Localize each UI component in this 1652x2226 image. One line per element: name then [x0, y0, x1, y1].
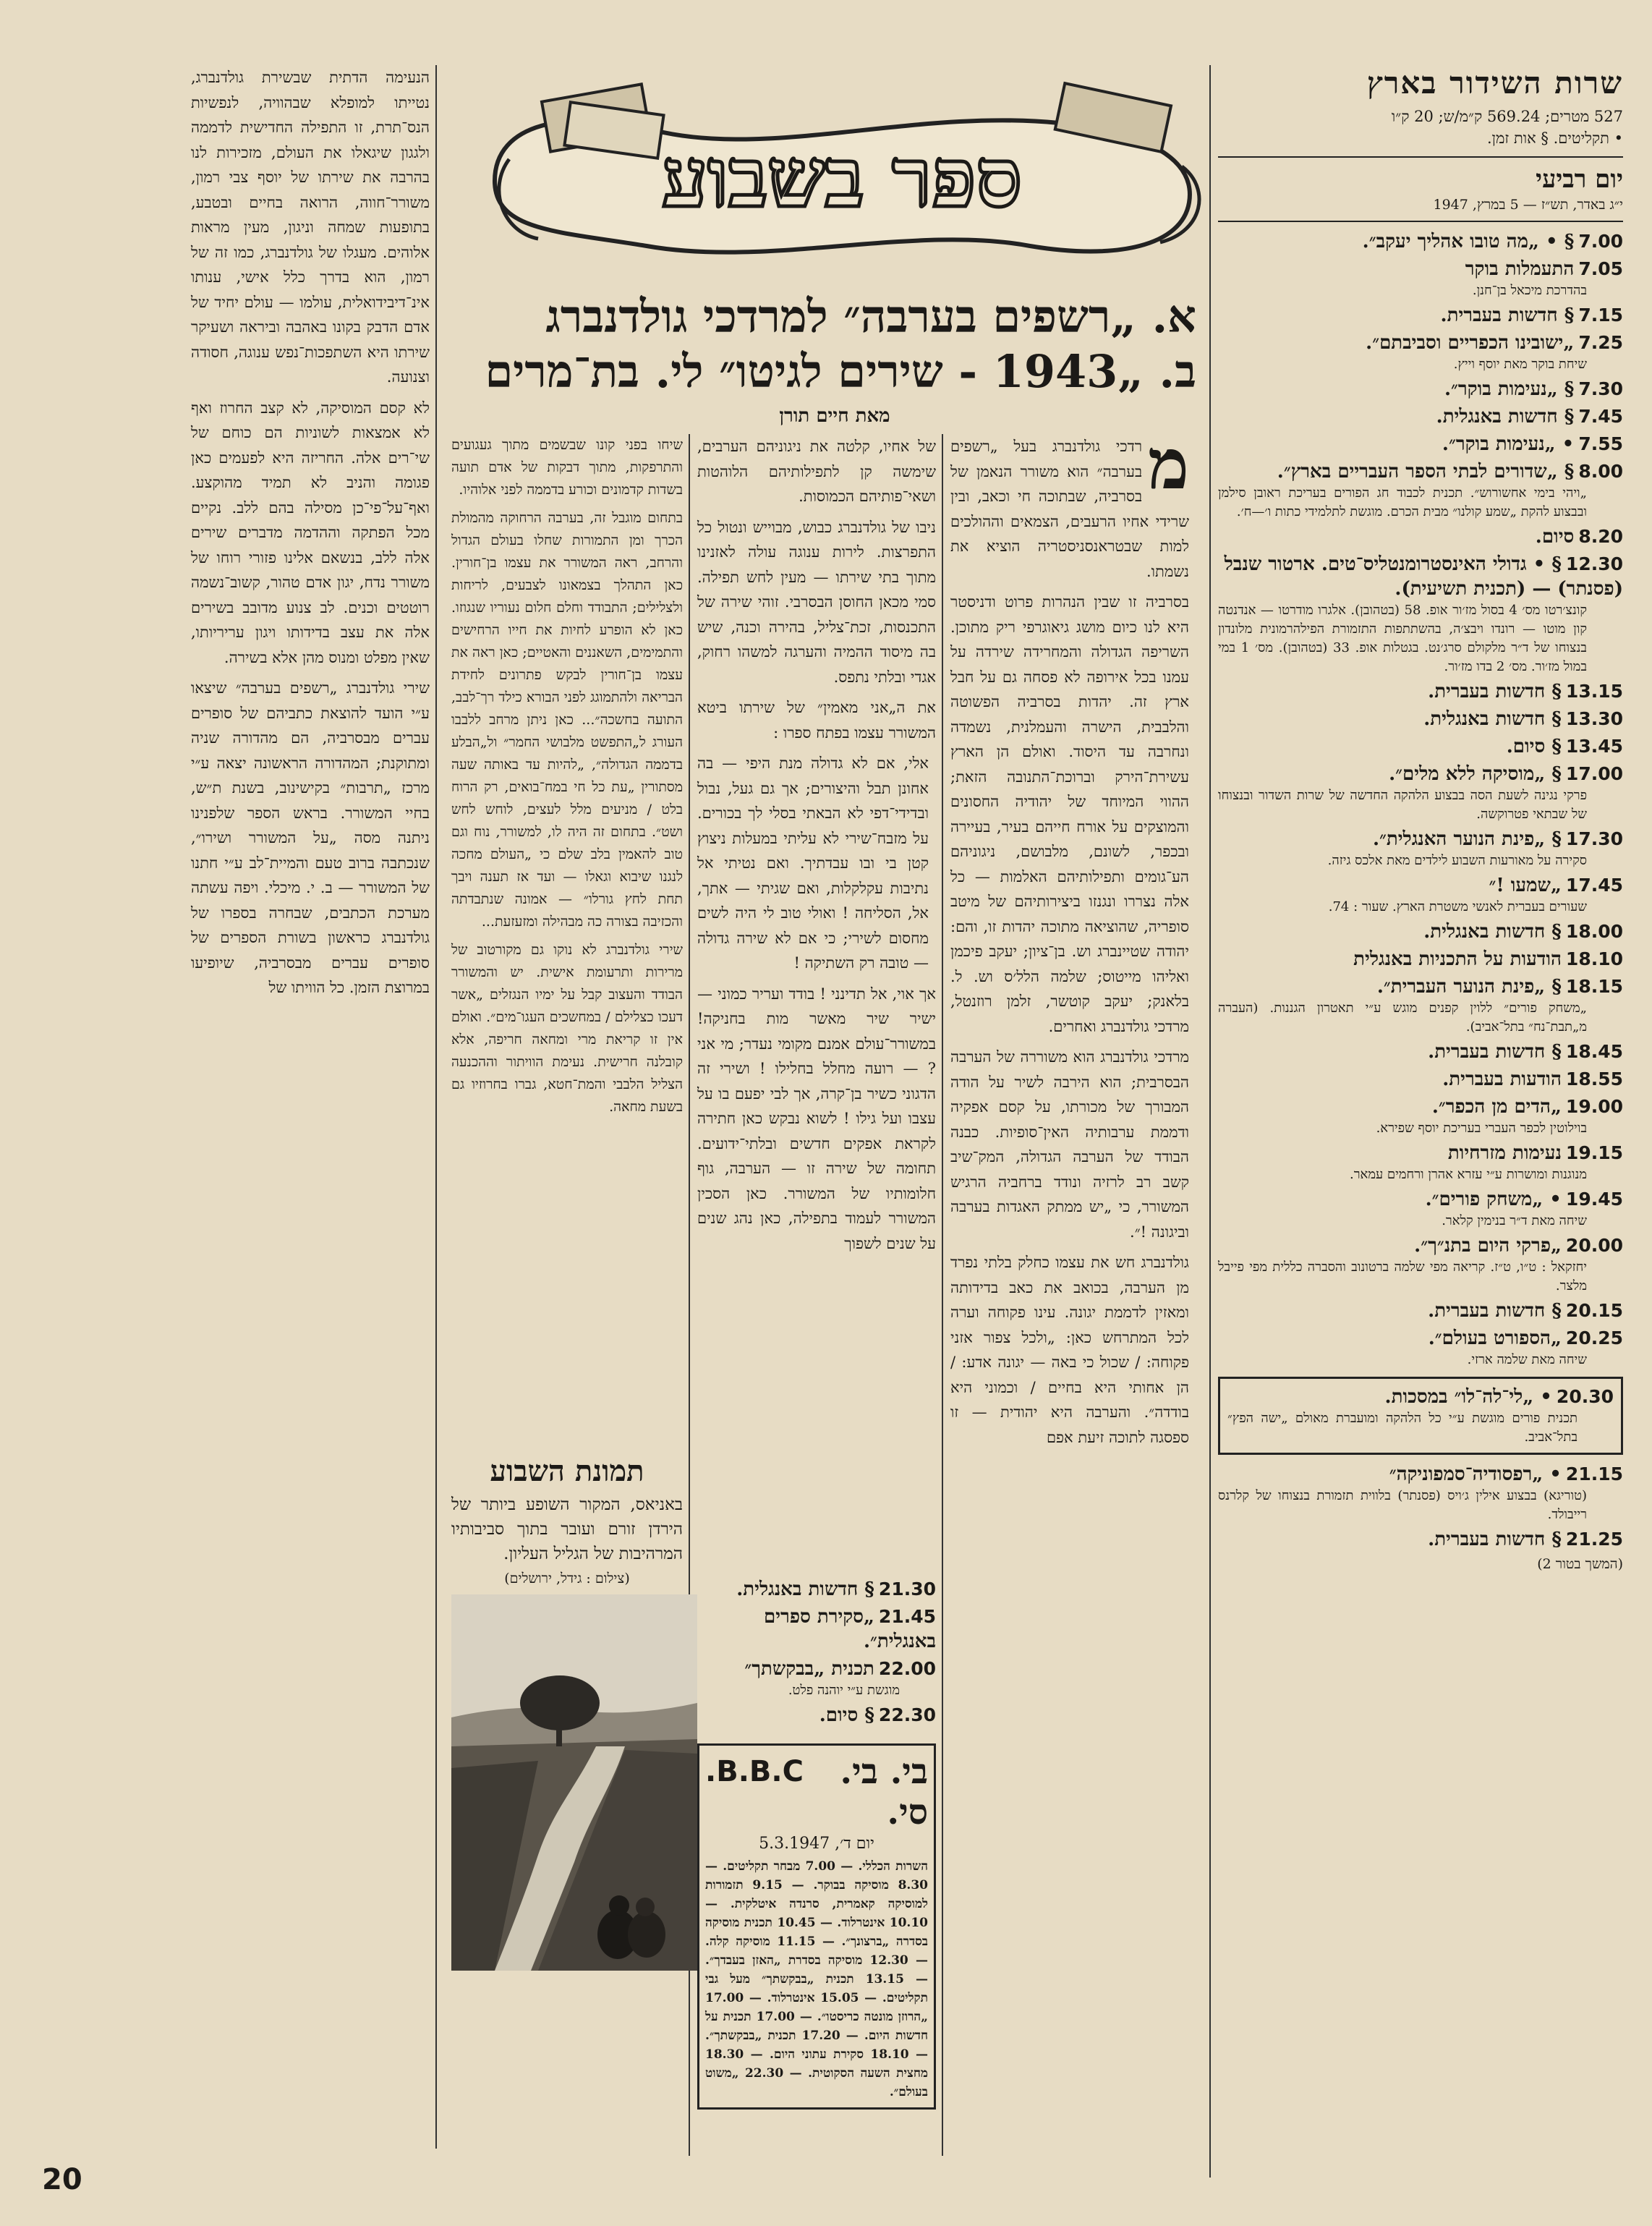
bbc-body: השרות הכללי. — 7.00 מבחר תקליטים. — 8.30 מוסיקה בבוקר. — 9.15 תזמורות למוסיקה קאמרית, סרנדה איטלקית. — 10.10 אינטרלוד. — 10.45 תכנית מוסיקה בסדרה „ברצונך״. — 11.15 מוסיקה קלה. — 12.30 מוסיקה בסדרת „האזן בעבדך״. — 13.15 תכנית „בבקשתך״ מעל גבי תקליטים. — 15.05 אינטרלוד. — 17.00 „הרוזן מונטה כריסטו״. — 17.00 תכנית על חדשות היום. — 17.20 תכנית „בבקשתך״. — 18.10 סקירת עתוני היום. — 18.30 מחצית השעה הסקוטית. — 22.30 „משוט בעולם״.: [705, 1859, 929, 2099]
paragraph: אך אוי, אל תדינני ! בודד ועריר כמוני — ישיר שיר מאשר מות בחניקה! במשורר־עולם אמנם מקומי נעדר; מי אני ? — רועה מחלל בחלילו ! ושירי זה הדגוני כשיר בן־קרה, אך לבי יפעם בו על עצבו ועל גילו ! לשוא נבקש כאן חתירה לקראת אפקים חדשים ובלתי־ידועים. תחומה של שירה זו — הערבה, גוף חלומותיו של המשורר. כאן הסכין המשורר לעמוד בתפילה, כאן נהג שנים על שנים לשפוך: [697, 985, 936, 1252]
article-column-4: [191, 65, 430, 1006]
program-item: [1218, 1299, 1623, 1323]
program-time: 7.45: [1578, 406, 1623, 427]
article-column-1: [950, 423, 1189, 1456]
schedule-list: [1218, 229, 1623, 1369]
broadcast-schedule: [1218, 65, 1623, 1573]
article-headline: [473, 289, 1196, 427]
headline-line-2: ב. „1943 - שירים לגיטו״ לי. בת־מרים: [485, 345, 1196, 398]
program-title: § • „מה טובו אהליך יעקב״.: [1362, 231, 1575, 252]
paragraph: הנעימה הדתית שבשירת גולדנברג, נטייתו למופלא שבהוויה, לנפשיות הנס־תרת, זו התפילה החדישית לדממה ולגגון שיגאלו את העולם, מזכירות לנו בהרבה את שירתו של יוסף צבי רמון, משורר־חווה, הרואה בחיים ובטבע, בתופעות שמחה וניגון, מעין מראות אלוהים. מעגלו של גולדנברג, כמו זה של רמון, הוא בדרך כלל אישי, ענותו אינ־דיבידואלית, עולמו — עולם יחיד של אדם הדבק בקונו באהבה וביראה ושעיקר שירתו היא השתפכות־נפש ענוגה, חסודה וצנועה.: [191, 69, 430, 386]
paragraph: את ה„אני מאמין״ של שירתו ביטא המשורר עצמו בפתח ספרו :: [697, 699, 936, 742]
program-time: 18.10: [1565, 948, 1623, 969]
program-time: 13.15: [1565, 681, 1623, 702]
program-time: 21.15: [1565, 1464, 1623, 1484]
program-time: 17.30: [1565, 828, 1623, 849]
program-title: § „מוסיקה ללא מלים״.: [1389, 763, 1562, 785]
paragraph: של אחיו, קלטה את ניגוניהם הערבים, שימשה קן לתפילותיהם הלוהטות ושאי־פותיהם הכמוסות.: [697, 438, 936, 505]
program-desc: פרקי נגינה לשעת הסה בבצוע הלהקה החדשה של שרות השדור ובנצוחו של שבתאי פטרוקשה.: [1218, 788, 1587, 822]
byline: מאת חיים תורן: [779, 405, 890, 427]
paragraph: לא קסם המוסיקה, לא קצב החרוז ואף לא אמצאות לשוניות הם כוחם של שי־רים אלה. החריזה היא לפעמים כאן פגומה והניב לא תמיד מהוקצע. ואף־על־פי־כן מסילה בהם ללב. נקיים מכל הפתקה וההדמה מדברים שירים אלה ללב, בנשאם אלינו פזורי רוחו של משורר נדח, יגון אדם טהור, קשוב־נשמה רוטטים וכנים. לב צנוע מדובב בשירים אלה את עצב בדידותו ויגון עריריותו, שאין מפלט ומנוס מהן אלא בשירה.: [191, 399, 430, 666]
program-title: הודעות על התכניות באנגלית: [1353, 948, 1562, 970]
program-time: 7.30: [1578, 378, 1623, 399]
program-item: [1218, 1462, 1623, 1524]
program-time: 17.45: [1565, 875, 1623, 896]
day-title: יום רביעי: [1536, 165, 1623, 194]
headline-line-1: א. „רשפים בערבה״ למרדכי גולדנברג: [545, 290, 1196, 343]
program-desc: „משחק פורים״ ללוין קפנים מוגש ע״י תאטרון הגננות. (העברה מ„תבת־נח״ בתל־אביב).: [1218, 1001, 1587, 1035]
river-landscape-image: [451, 1594, 697, 1971]
program-desc: שיחה מאת שלמה ארזי.: [1467, 1352, 1587, 1367]
paragraph: מרדכי גולדנברג הוא משוררה של הערבה הבסרבית; הוא הירבה לשיר על הודה המבורך של מכורתו, על קסם אפקיה ודממת ערבותיה האין־סופיות. כבנה הבודד של הערבה הגדולה, המק־שיב קשב רב לרזיה ונודד ברחביה הרגיש המשורר, כי „יש ממתק האגדות בערבה וביגונה !״.: [950, 1048, 1189, 1241]
program-time: 20.30: [1556, 1386, 1614, 1407]
program-desc: שעורים בעברית לאנשי משטרת הארץ. שעור : 74.: [1328, 899, 1587, 914]
scroll-banner-illustration: [466, 80, 1218, 282]
program-time: 22.30: [878, 1704, 936, 1725]
program-item: [1218, 229, 1623, 254]
column-rule: [435, 65, 437, 2149]
program-desc: בוילוטין לכפר העברי בעריכת יוסף שפירא.: [1376, 1121, 1587, 1136]
program-time: 21.45: [878, 1606, 936, 1627]
program-desc: בהדרכת מיכאל בן־חנן.: [1472, 283, 1587, 298]
program-time: 22.00: [878, 1658, 936, 1679]
bbc-title-hebrew: בי. בי. סי.: [840, 1751, 928, 1832]
program-time: 19.15: [1565, 1142, 1623, 1163]
program-title: „הספורט בעולם״.: [1428, 1327, 1562, 1349]
paragraph: גולדנברג חש את עצמו כחלק בלתי נפרד מן הערבה, בכואב את כאב בדידותה ומאזין לדממת יגונה. עינו פקוחה וערה לכל המתרחש כאן: „ולכל צפור אזני פקוחה: / שכול כי באה — יגונה אדע: / הן אחותי היא בחיים / וכמוני היא בודדה״. והערבה היא יהודית — זו ספסגה לתוכה זיעת אפם: [950, 1254, 1189, 1446]
program-title: • „לי־לה־לו״ במסכות.: [1384, 1386, 1552, 1408]
program-title: § „פינת הנוער העברית״.: [1376, 976, 1562, 998]
program-item: [1218, 432, 1623, 456]
program-item: [697, 1605, 936, 1654]
program-item: [1218, 1067, 1623, 1092]
program-title: § חדשות בעברית.: [1428, 1529, 1562, 1550]
photo-caption: באניאס, המקור השופע ביותר של הירדן זורם ועובר בתוך סביבותיו המרהיבות של הגליל העליון.: [451, 1495, 683, 1563]
program-item: [1218, 377, 1623, 402]
program-item: [1218, 1233, 1623, 1296]
bbc-title: [705, 1751, 928, 1832]
program-item: [1218, 1095, 1623, 1138]
program-item: [1218, 974, 1623, 1037]
program-title: § חדשות בעברית.: [1440, 305, 1575, 326]
program-title: § חדשות באנגלית.: [736, 1579, 874, 1600]
divider: [1218, 156, 1623, 158]
program-desc: מנוגנות ומושרות ע״י עזרא אהרן ורחמים עמאר.: [1349, 1167, 1587, 1182]
program-title: § חדשות בעברית.: [1428, 1300, 1562, 1322]
program-item: [1218, 303, 1623, 328]
program-title: § „פינת הנוער האנגלית״.: [1372, 828, 1562, 850]
program-title: § חדשות באנגלית.: [1436, 406, 1575, 428]
program-time: 8.00: [1578, 461, 1623, 482]
program-title: § „שדורים לבתי הספר העבריים בארץ״.: [1277, 461, 1575, 483]
program-time: 7.00: [1578, 231, 1623, 252]
program-item: [1218, 1040, 1623, 1064]
program-title: • „נעימות בוקר״.: [1442, 433, 1575, 455]
program-item: [1218, 459, 1623, 522]
paragraph: ניבו של גולדנברג כבוש, מבוייש ונטול כל התפרצות. לירות ענוגה עולה לאזנינו מתוך בתי שירתו — מעין לחש תפילה. סמי מכאן החוסן הבסרבי. זוהי שירה של התכנסות, זכת־צליל, בהירה וכנה, שיש בה מיסוד ההמיה והערגה למשהו רחוק, אגדי ובלתי נתפס.: [697, 518, 936, 686]
article-column-3: [451, 434, 683, 1124]
program-item: [1218, 331, 1623, 374]
program-desc: (טוריגא) בבצוע אילין ג׳ויס (פסנתר) בלווית תזמורת בנצוחו של קלרנס רייבולד.: [1218, 1488, 1587, 1522]
banner-text: ספר בשבוע: [662, 131, 1022, 226]
program-title: סיום.: [1535, 526, 1575, 548]
program-time: 7.25: [1578, 332, 1623, 353]
program-title: „פרקי היום בתנ״ך״.: [1414, 1235, 1562, 1257]
program-item: [1218, 552, 1623, 676]
program-item: [1218, 947, 1623, 972]
drop-cap: מ: [1148, 423, 1189, 505]
program-desc: קונצ׳רטו מס׳ 4 בסול מז׳ור אופ. 58 (בטהובן). אלגרו מודרטו — אנדנטה קון מוטו — רונדו ויבצ׳ה, בהשתתפות התזמורת הפילהרמונית מלונדון בנצוחו של ד״ר מלקולם סרג׳נט. בגטלות אופ. 33 (בטהובן). מס׳ 1 במי במול מז׳ור. מס׳ 2 בדו מז׳ור.: [1218, 603, 1587, 674]
column-rule: [942, 434, 943, 2156]
program-title: • „משחק פורים״.: [1425, 1189, 1562, 1210]
program-desc: שיחה מאת ד״ר בנימין קלאר.: [1442, 1213, 1587, 1228]
program-item: [1218, 404, 1623, 429]
program-title: § • גדולי האינסטרומנטליס־טים. ארטור שנבל (פסנתר) — (תכנית תשיעית).: [1224, 553, 1623, 600]
program-title: § סיום.: [819, 1704, 874, 1726]
continued-note: (המשך בטור 2): [1537, 1556, 1623, 1572]
poem: אלי, אם לא גדולה מנת היפי — בה אחונן תבל והיצורים; אך גם געל, נבול ובדידי־דפי לא הבאתי בסלי לך בכורים. על מזבח־שירי לא עליתי במעלות ניצוץ קטן בי ובו עבדתיך. ואם נטיתי אל נתיבות עקלקלות, ואם שגיתי — אתך, אל, הסליחה ! ואולי טוב לי היה לשים מחסום לשירי; כי אם לא שירה גדולה — טובה רק השתיקה !: [697, 755, 929, 972]
program-desc: שיחת בוקר מאת יוסף וייץ.: [1453, 357, 1587, 372]
program-item: [1218, 762, 1623, 824]
program-time: 18.00: [1565, 921, 1623, 942]
divider: [1218, 221, 1623, 222]
evening-schedule: [697, 1577, 936, 1730]
program-time: 20.25: [1565, 1327, 1623, 1348]
article-column-2: [697, 434, 936, 1262]
program-title: § חדשות בעברית.: [1428, 681, 1562, 702]
program-title: § חדשות באנגלית.: [1423, 708, 1562, 730]
program-time: 18.15: [1565, 976, 1623, 997]
photo-title: תמונת השבוע: [490, 1454, 644, 1488]
boxed-program: [1218, 1377, 1623, 1455]
program-time: 13.45: [1565, 736, 1623, 757]
program-title: תכנית „בבקשתך״: [744, 1658, 874, 1680]
program-desc: יחזקאל : ט״ו, ט״ז. קריאה מפי שלמה ברטונוב והסברה כללית מפי פייבל מלצר.: [1218, 1259, 1587, 1293]
paragraph: רדכי גולדנברג בעל „רשפים בערבה״ הוא משורר הנאמן של בסרביה, שבתוכה חי וכאב, ובין שרידי אחיו הרעבים, הצמאים וההולכים למות שבטראנסניסטריה הוציא את נשמתו.: [950, 438, 1189, 580]
program-item: [1218, 827, 1623, 870]
program-item: [1218, 524, 1623, 549]
program-time: 20.15: [1565, 1300, 1623, 1321]
program-desc: „ויהי בימי אחשורוש״. תכנית לכבוד חג הפורים בעריכת ראובן סילמן ובבצוע להקת „שמע קולנו״ מבית הכרם. מוגשת לתלמידי כתות ו׳—ח׳.: [1218, 485, 1587, 519]
program-item: [1218, 734, 1623, 759]
photo-of-week: [451, 1454, 683, 1971]
program-item: [1218, 707, 1623, 731]
paragraph: בתחום מוגבל זה, בערבה הרחוקה מהמולת הכרך ומן התמורות שחלו בעולם הגדול והרחב, ראה המשורר את עצמו בן־חורין. כאן התהלך בצמאונו לצבעים, לריחות ולצלילים; התבודד וחלם חלום נעוריו שנגוזו. כאן לא הופרע לחיות את חייו הרחישים והתמימים, השאננים והאטיים; כאן ראה את עצמו בן־חורין לבקש פתרונים לחידת הבריאה ולהתמוגג לפני הבורא כילד רך־לבב, התועה בחשכה״... כאן ניתן מרחב ללבבו העורג ל„התפשט מלבושי החמר״ ול„הבלע בדממה הגדולה״, „להיות עד באותה שעה מסתורין „עת כל חי במח־בואים, רק הרוח בלט / מניעים מלל לעצים, לוחש לחש ושט״. בתחום זה היה לו, למשורר, נוח וגם טוב להאמין בלב שלם כי „העולם מחכה לנגנו שיבוא וגאלו — ועד אז תענה ויבך תחת לחץ גורלו״ — אמונה שנתבדתה והכזיבה בצורה כה מבהילה ומזעזעת...: [451, 510, 683, 930]
program-time: 7.15: [1578, 305, 1623, 326]
book-of-week-banner: [466, 80, 1218, 282]
program-title: „שמעו !״: [1489, 875, 1562, 896]
program-title: התעמלות בוקר: [1465, 258, 1575, 280]
bbc-schedule: [697, 1743, 936, 2110]
paragraph: שיחו בפני קונו שבשמים מתוך געגועים והתרפקות, מתוך דבקות של אדם תועה בשדות קדמונים וכורע בדממה לפני אלוהיו.: [451, 437, 683, 498]
program-time: 18.45: [1565, 1041, 1623, 1062]
program-item: [1218, 1187, 1623, 1231]
program-item: [697, 1577, 936, 1602]
program-item: [1218, 873, 1623, 917]
program-item: [697, 1703, 936, 1728]
program-item: [1218, 679, 1623, 704]
program-time: 21.25: [1565, 1529, 1623, 1550]
bbc-title-english: B.B.C.: [705, 1755, 804, 1788]
program-title: נעימות מזרחיות: [1447, 1142, 1562, 1164]
program-desc: תכנית פורים מוגשת ע״י כל הלהקה ומועברת מאולם „ישה הפץ״ בתל־אביב.: [1227, 1411, 1578, 1445]
program-time: 20.00: [1565, 1235, 1623, 1256]
schedule-list-2: [1218, 1462, 1623, 1552]
river-photo: [451, 1594, 697, 1971]
program-title: § חדשות בעברית.: [1428, 1041, 1562, 1063]
program-time: 13.30: [1565, 708, 1623, 729]
paragraph: שירי גולדנברג „רשפים בערבה״ שיצאו ע״י הועד להוצאת כתביהם של סופרים עברים מבסרביה, הם מהדורה שניה ומתוקנת; המהדורה הראשונה יצאה ע״י מרכז „תרבות״ בקישינוב, בשנת ת״ש, בחיי המשורר. בראש הספר שלפנינו ניתנה מסה „על המשורר ושירו״, שנכתבה ברוב טעם והמיית־לב ע״י חתנו של המשורר — ב. י. מיכלי. ויפה עשתה מערכת הכתבים, שבחרה בספרו של גולדנברג כראשון בשורת הספרים של סופרים עברים מבסרביה, שיופיעו במרוצת הזמן. כל הוויתו של: [191, 679, 430, 996]
program-item: [1218, 1141, 1623, 1184]
program-title: „סקירת ספרים באנגלית״.: [764, 1606, 936, 1652]
program-item: [1218, 1527, 1623, 1552]
program-title: • „רפסודיה־סמפוניקה״: [1389, 1464, 1562, 1485]
program-item: [1218, 257, 1623, 300]
page-number: 20: [42, 2163, 82, 2196]
program-desc: מוגשת ע״י יוהנה פלט.: [788, 1683, 900, 1698]
photo-credit: (צילום : גידל, ירושלים): [504, 1571, 630, 1586]
column-rule: [1209, 65, 1211, 2178]
program-time: 18.55: [1565, 1069, 1623, 1089]
program-time: 8.20: [1578, 526, 1623, 547]
program-desc: סקירה על מאורעות השבוע לילדים מאת אלכס גיזה.: [1327, 853, 1587, 868]
program-time: 7.55: [1578, 433, 1623, 454]
program-time: 19.45: [1565, 1189, 1623, 1210]
program-title: § חדשות באנגלית.: [1423, 921, 1562, 943]
paragraph: בסרביה זו שבין הנהרות פרוט ודניסטר היא לנו כיום מושג גיאוגרפי ריק מתוכן. השריפה הגדולה והמחרידה שירדה על עמנו בכל אירופה לא פסחה גם על חבל ארץ זה. יהדות בסרביה הפשוטה והלבבית, הישרה והעמלנית, נשמדה ונחרבה עד היסוד. ואולם הן הארץ עשירת־הירק וברוכת־התנובה הזאת; ההווי המיוחד של יהודיה החסונים והמוצקים על אורח חייהם בעיר, בעיירה ובכפר, לשונם, מלבושם, ניגוניהם הע־גומים ותפילותיהם האלמות — כל אלה נצררו ונגנזו ביצירותיהם של מיטב סופריה, שהוציאה מתוכה יהדות זו, והם: יהודה שטיינברג וש. בן־ציון; יעקב פיכמן ואליהו מייטוס; שלמה הלל׳ס וש. ל. בלאנק; יעקב קוטשר, זלמן רוזנטל, מרדכי גולדנברג ואחרים.: [950, 593, 1189, 1035]
paragraph: שירי גולדנברג לא נוקו גם מקורטוב של מרירות ותרעומת אישית. יש והמשורר הבודד והעצוב קבל על ימיו הנגזלים „אשר דעכו כצלילם / במחשכים העגו־מים״. ואולם אין זו קריאת מרי ומחאה חריפה, אלא קובלנה חרישית. נעימת הוויתור וההכנעה הצליל הלבבי והמת־חטא, גברו בחרוזיו גם בשעת מחאה.: [451, 942, 683, 1115]
program-title: § „נעימות בוקר״.: [1444, 378, 1575, 400]
schedule-title: שרות השידור בארץ: [1366, 65, 1623, 101]
program-title: „ישובינו הכפריים וסביבתם״.: [1366, 332, 1575, 354]
program-time: 19.00: [1565, 1096, 1623, 1117]
program-title: הודעות בעברית.: [1442, 1069, 1562, 1090]
program-item: [1218, 1326, 1623, 1369]
schedule-legend: • תקליטים. § אות זמן.: [1486, 129, 1623, 147]
program-item: [1218, 919, 1623, 944]
program-time: 21.30: [878, 1579, 936, 1600]
program-title: § סיום.: [1506, 736, 1562, 757]
bbc-date: יום ד׳, 5.3.1947: [759, 1835, 874, 1853]
schedule-frequency: 527 מטרים; 569.24 ק״מ/ש; 20 ק״ו: [1391, 108, 1623, 125]
program-title: „הדים מן הכפר״.: [1431, 1096, 1562, 1118]
day-date: י״ג באדר, תש״ז — 5 במרץ, 1947: [1433, 197, 1623, 213]
program-item: [697, 1657, 936, 1700]
program-time: 7.05: [1578, 258, 1623, 279]
program-time: 12.30: [1565, 553, 1623, 574]
program-time: 17.00: [1565, 763, 1623, 784]
